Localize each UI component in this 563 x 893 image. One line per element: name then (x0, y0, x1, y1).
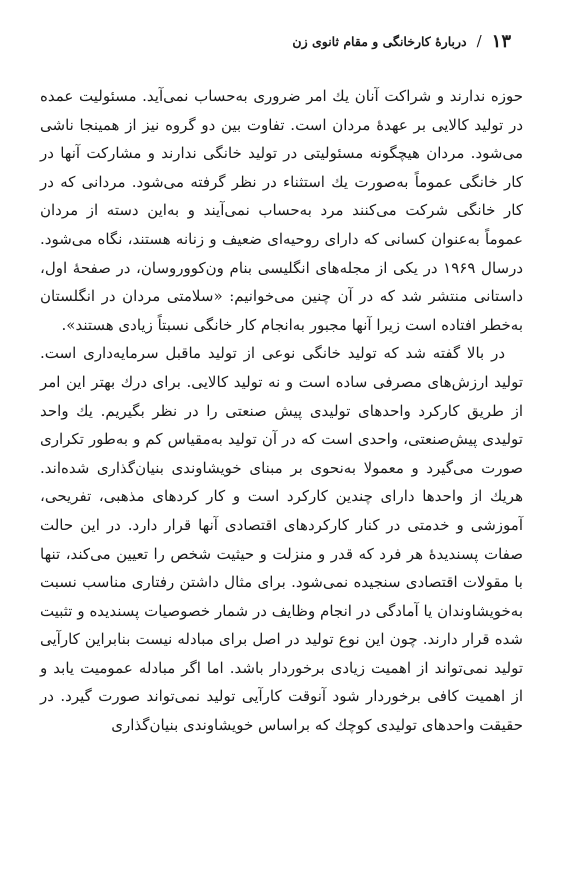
header-separator: / (476, 32, 482, 50)
chapter-title: دربارهٔ کارخانگی و مقام ثانوی زن (292, 33, 467, 49)
page-number: ۱۳ (491, 30, 511, 52)
running-header (52, 28, 511, 54)
paragraph-2: در بالا گفته شد که تولید خانگی نوعی از تولید ماقبل سرمایه‌داری است. تولید ارزش‌های مصرفی ساده است و نه تولید کالایی. برای درك بهتر این امر از طریق کارکرد واحدهای تولیدی پیش صنعتی را در نظر بگیریم. یك واحد تولیدی پیش‌صنعتی، واحدی است که در آن تولید به‌مقیاس کم و به‌طور تکراری صورت می‌گیرد و معمولا به‌نحوی بر مبنای خویشاوندی بنیان‌گذاری شده‌اند. هریك از واحدها دارای چندین کارکرد است و کار کردهای مذهبی، تفریحی، آموزشی و خدمتی در کنار کارکردهای اقتصادی آنها قرار دارد. در این حالت صفات پسندیدهٔ هر فرد که قدر و منزلت و حیثیت شخص را تعیین می‌کند، تنها با مقولات اقتصادی سنجیده نمی‌شود. برای مثال داشتن رفتاری مناسب نسبت به‌خویشاوندان یا آمادگی در انجام وظایف در شمار خصوصیات پسندیده و تثبیت شده قرار دارند. چون این نوع تولید در اصل برای مبادله نیست بنابراین کارآیی تولید نمی‌تواند از اهمیت زیادی برخوردار باشد. اما اگر مبادله عمومیت یابد و از اهمیت کافی برخوردار شود آنوقت کارآیی تولید نمی‌تواند صورت گیرد. در حقیقت واحدهای تولیدی کوچك که براساس خویشاوندی بنیان‌گذاری (40, 344, 523, 735)
body-text (40, 82, 523, 740)
paragraph-1: حوزه ندارند و شراکت آنان یك امر ضروری به‌حساب نمی‌آید. مسئولیت عمده در تولید کالایی بر عهدهٔ مردان است. تفاوت بین دو گروه نیز از همینجا ناشی می‌شود. مردان هیچگونه مسئولیتی در تولید خانگی ندارند و مشارکت آنها در کار خانگی عموماً به‌صورت یك استثناء در نظر گرفته می‌شود. مردانی که در کار خانگی شرکت می‌کنند مرد به‌حساب نمی‌آیند و به‌این دسته از مردان عموماً به‌عنوان کسانی که دارای روحیه‌ای ضعیف و زنانه هستند، نگاه می‌شود. درسال ۱۹۶۹ در یکی از مجله‌های انگلیسی بنام ون‌کووروسان، در صفحهٔ اول، داستانی منتشر شد که در آن چنین می‌خوانیم: «سلامتی مردان در انگلستان به‌خطر افتاده است زیرا آنها مجبور به‌انجام کار خانگی نسبتاً زیادی هستند». (40, 87, 524, 334)
